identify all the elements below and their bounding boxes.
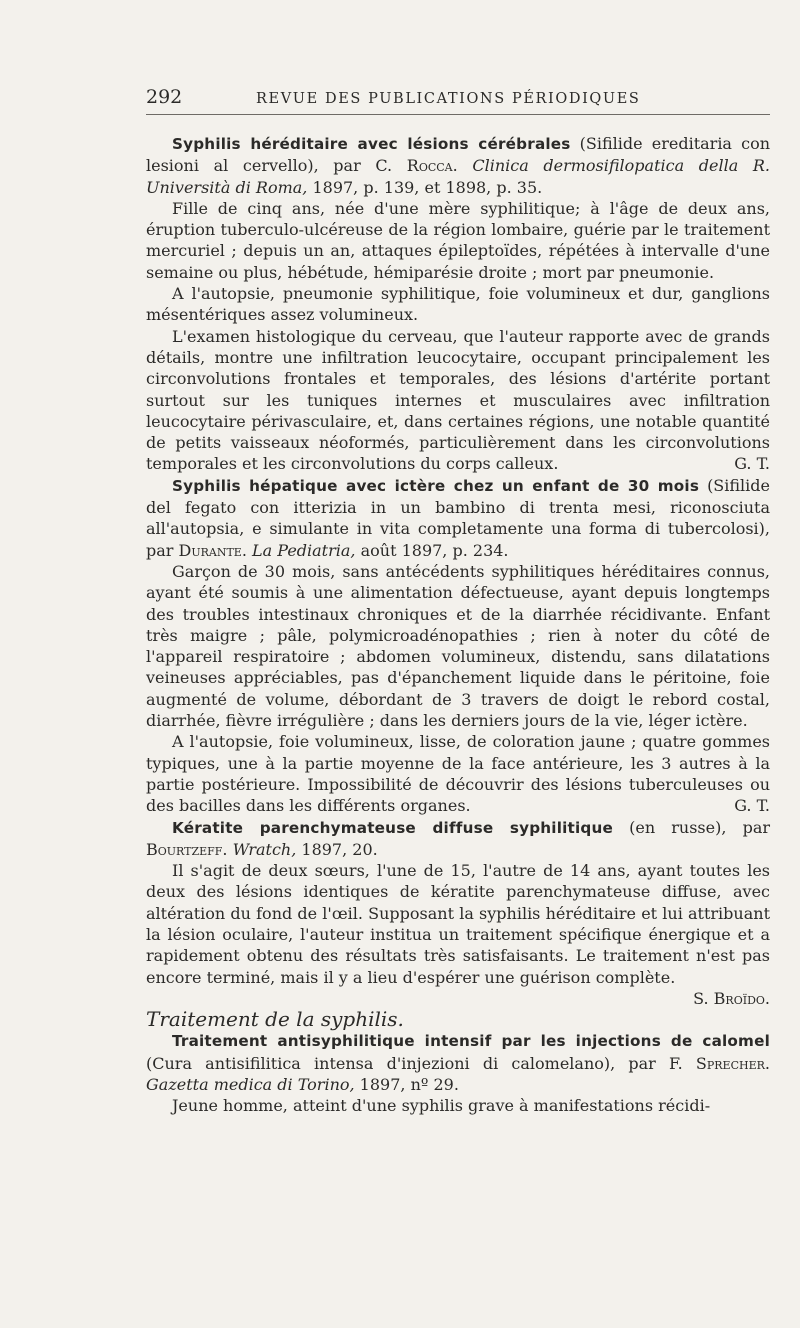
article-1-reference: [146, 133, 770, 198]
article-3-reference: [146, 817, 770, 861]
article-1-author: Rocca: [406, 156, 453, 176]
article-4-ref-date: 1897, nº 29.: [354, 1075, 459, 1095]
article-2-signature: G. T.: [734, 796, 770, 816]
article-4-heading: Traitement antisyphilitique intensif par les injections de calomel: [172, 1032, 770, 1051]
article-4-paragraph-1: Jeune homme, atteint d'une syphilis grave à manifestations récidi-: [172, 1096, 711, 1116]
running-title: REVUE DES PUBLICATIONS PÉRIODIQUES: [256, 91, 641, 107]
article-2-journal: La Pediatria,: [252, 540, 356, 560]
article-3-ref-sep: .: [222, 839, 233, 859]
article-1-paragraph-3-text: L'examen histologique du cerveau, que l'auteur rapporte avec de grands détails, montre une infiltration leucocytaire, occupant principalement les circonvolutions frontales et temporales, des lésions d'artérite portant surtout sur les tuniques internes et musculaires avec infiltration leucocytaire périvasculaire, et, dans certaines régions, une notable quantité de petits vaisseaux néoformés, particulièrement dans les circonvolutions temporales et les circonvolutions du corps calleux.: [146, 326, 770, 474]
article-3-heading: Kératite parenchymateuse diffuse syphilitique: [172, 818, 613, 837]
article-1-paragraph-2: A l'autopsie, pneumonie syphilitique, foie volumineux et dur, ganglions mésentériques assez volumineux.: [146, 284, 770, 325]
article-2-paragraph-2-text: A l'autopsie, foie volumineux, lisse, de coloration jaune ; quatre gommes typiques, une à la partie moyenne de la face antérieure, les 3 autres à la partie postérieure. Impossibilité de découvrir des lésions tuberculeuses ou des bacilles dans les différents organes.: [146, 732, 770, 816]
article-2-ref-sep: .: [241, 540, 253, 560]
article-2-heading: Syphilis hépatique avec ictère chez un enfant de 30 mois: [172, 476, 700, 495]
article-2-author: Durante: [178, 540, 242, 560]
article-4-reference: [146, 1030, 770, 1095]
article-4-author: Sprecher: [695, 1053, 765, 1073]
article-3-author: Bourtzeff: [146, 839, 223, 859]
section-title: Traitement de la syphilis.: [146, 1007, 404, 1032]
article-4-ref-text: (Cura antisifilitica intensa d'injezioni di calomelano), par F.: [146, 1053, 696, 1073]
article-3-journal: Wratch,: [232, 839, 297, 859]
article-2-paragraph-2: [146, 731, 770, 816]
article-1-paragraph-3: [146, 326, 770, 475]
article-2-paragraph-1: Garçon de 30 mois, sans antécédents syphilitiques héréditaires connus, ayant été soumis à une alimentation défectueuse, ayant depuis longtemps des troubles intestinaux chroniques et de la diarrhée récidivante. Enfant très maigre ; pâle, polymicroadénopathies ; rien à noter du côté de l'appareil respiratoire ; abdomen volumineux, distendu, sans dilatations veineuses appréciables, pas d'épanchement liquide dans le péritoine, foie augmenté de volume, débordant de 3 travers de doigt le rebord costal, diarrhée, fièvre irrégulière ; dans les derniers jours de la vie, léger ictère.: [146, 561, 770, 731]
article-3-ref-text: (en russe), par: [612, 817, 771, 837]
article-2-ref-date: août 1897, p. 234.: [355, 540, 509, 560]
article-1-signature: G. T.: [734, 454, 770, 474]
article-3-ref-date: 1897, 20.: [296, 839, 378, 859]
article-1-heading: Syphilis héréditaire avec lésions cérébrales: [172, 135, 571, 153]
article-1-ref-sep: .: [452, 156, 473, 176]
article-2-reference: [146, 475, 770, 561]
article-3-paragraph-1: [146, 860, 770, 1009]
running-head: [146, 86, 770, 115]
article-1-journal: Clinica dermosifilopatica della R. Università di Roma,: [146, 156, 771, 197]
page-content: [146, 133, 770, 1117]
article-2-ref-text: (Sifilide del fegato con itterizia in un bambino di trenta mesi, riconosciuta all'autopsia, e simulante in vita completamente una forma di tubercolosi), par: [146, 475, 771, 560]
page-number: 292: [146, 86, 183, 108]
article-1-ref-text: (Sifilide ereditaria con lesioni al cervello), par C.: [146, 134, 770, 176]
article-1-ref-date: 1897, p. 139, et 1898, p. 35.: [307, 177, 543, 197]
article-4-ref-sep: .: [764, 1053, 770, 1073]
article-1-paragraph-1: Fille de cinq ans, née d'une mère syphilitique; à l'âge de deux ans, éruption tuberculo-ulcéreuse de la région lombaire, guérie par le traitement mercuriel ; depuis un an, attaques épileptoïdes, répétées à intervalle d'une semaine ou plus, hébétude, hémiparésie droite ; mort par pneumonie.: [146, 198, 770, 282]
article-3-paragraph-1-text: Il s'agit de deux sœurs, l'une de 15, l'autre de 14 ans, ayant toutes les deux des lésions identiques de kératite parenchymateuse diffuse, avec altération du fond de l'œil. Supposant la syphilis héréditaire et lui attribuant la lésion oculaire, l'auteur institua un traitement spécifique énergique et a rapidement obtenu des résultats très satisfaisants. Le traitement n'est pas encore terminé, mais il y a lieu d'espérer une guérison complète.: [146, 861, 770, 987]
article-4-journal: Gazetta medica di Torino,: [146, 1075, 355, 1095]
article-3-signature: S. Broïdo.: [693, 988, 770, 1008]
